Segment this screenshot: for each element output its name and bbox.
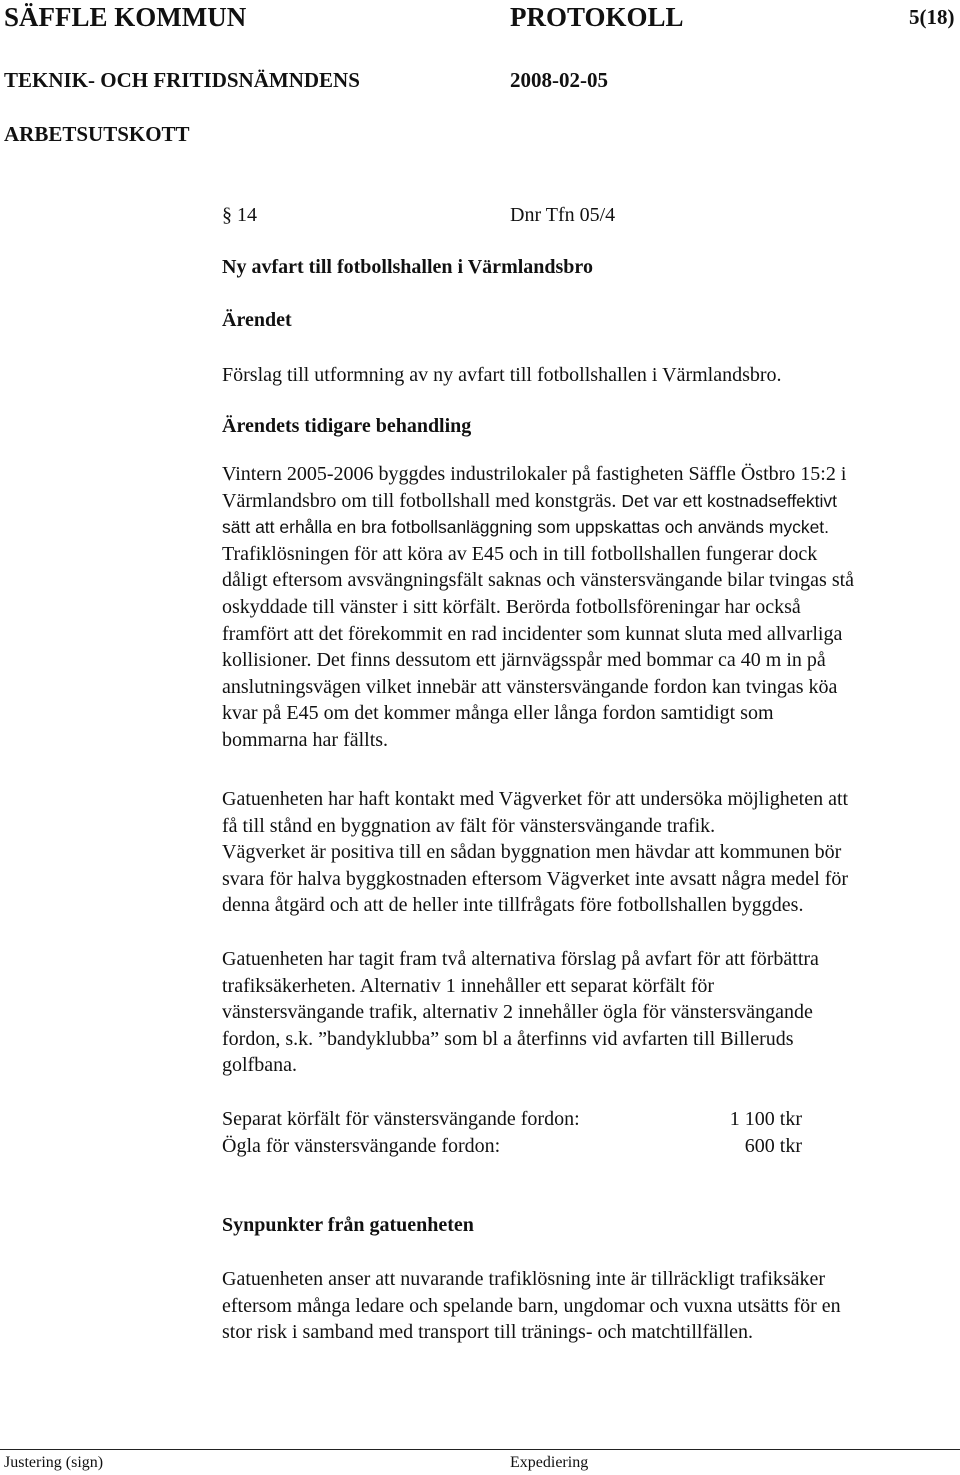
section-symbol: § [222, 204, 232, 226]
paragraph-line: framfört att det förekommit en rad incidenter som kunnat sluta med allvarliga [222, 622, 843, 645]
committee-name: TEKNIK- OCH FRITIDSNÄMNDENS [4, 68, 360, 92]
paragraph-line-part: oskyddade till vänster i sitt körfält. [222, 595, 501, 618]
paragraph-line-part: kollisioner. [222, 649, 312, 672]
footer-divider [0, 1449, 960, 1450]
paragraph-alternativ [222, 946, 957, 1079]
paragraph-vagverket [222, 786, 957, 919]
paragraph-line: dåligt eftersom avsvängningsfält saknas och vänstersvängande bilar tvingas stå [222, 569, 855, 592]
paragraph-line [222, 594, 957, 621]
paragraph-line-part: Värmlandsbro om till fotbollshall med konstgräs. [222, 489, 617, 512]
paragraph-line: golfbana. [222, 1054, 297, 1077]
paragraph-synpunkter [222, 1266, 957, 1346]
cost-value: 600 tkr [744, 1135, 802, 1157]
paragraph-line: vänstersvängande trafik, alternativ 2 innehåller ögla för vänstersvängande [222, 1001, 813, 1024]
meeting-date: 2008-02-05 [510, 68, 608, 92]
footer-expediering: Expediering [510, 1454, 589, 1471]
paragraph-line: stor risk i samband med transport till tränings- och matchtillfällen. [222, 1321, 753, 1344]
section-heading-tidigare: Ärendets tidigare behandling [222, 415, 472, 437]
paragraph-tidigare [222, 461, 957, 754]
paragraph-line: eftersom många ledare och spelande barn, ungdomar och vuxna utsätts för en [222, 1294, 841, 1317]
paragraph-line: få till stånd en byggnation av fält för vänstersvängande trafik. [222, 814, 716, 837]
paragraph-line: Gatuenheten anser att nuvarande trafiklösning inte är tillräckligt trafiksäker [222, 1268, 826, 1290]
cost-row [222, 1133, 802, 1160]
paragraph-line-sans: sätt att erhålla en bra fotbollsanläggning som uppskattas och används mycket. [222, 517, 830, 538]
paragraph-line: bommarna har fällts. [222, 728, 389, 751]
paragraph-line: anslutningsvägen vilket innebär att vänstersvängande fordon kan tvingas köa [222, 675, 838, 698]
paragraph-line [222, 647, 957, 674]
paragraph-line: Gatuenheten har haft kontakt med Vägverket för att undersöka möjligheten att [222, 788, 849, 810]
item-title: Ny avfart till fotbollshallen i Värmlandsbro [222, 256, 593, 278]
footer-justering: Justering (sign) [4, 1454, 104, 1471]
municipality-name: SÄFFLE KOMMUN [4, 2, 247, 32]
paragraph-line: svara för halva byggkostnaden eftersom Vägverket inte avsatt några medel för [222, 867, 849, 890]
paragraph-line: Vintern 2005-2006 byggdes industrilokaler på fastigheten Säffle Östbro 15:2 i [222, 463, 847, 485]
cost-label: Separat körfält för vänstersvängande fordon: [222, 1108, 580, 1130]
paragraph-line: Trafiklösningen för att köra av E45 och in till fotbollshallen fungerar dock [222, 542, 818, 565]
page-number: 5(18) [909, 5, 955, 29]
item-number-value: 14 [237, 204, 257, 226]
committee-subname: ARBETSUTSKOTT [4, 122, 190, 146]
paragraph-line: trafiksäkerheten. Alternativ 1 innehåller ett separat körfält för [222, 974, 715, 997]
paragraph-line-part: Berörda fotbollsföreningar har också [505, 595, 801, 618]
paragraph-line: denna åtgärd och att de heller inte tillfrågats före fotbollshallen byggdes. [222, 894, 804, 917]
paragraph-line-part: Det finns dessutom ett järnvägsspår med bommar ca 40 m in på [316, 649, 826, 672]
paragraph-line: fordon, s.k. ”bandyklubba” som bl a återfinns vid avfarten till Billeruds [222, 1027, 794, 1050]
section-heading-arendet: Ärendet [222, 309, 292, 331]
paragraph-line [222, 488, 957, 515]
cost-row [222, 1106, 802, 1133]
paragraph-line: Vägverket är positiva till en sådan byggnation men hävdar att kommunen bör [222, 841, 842, 864]
paragraph-line: Gatuenheten har tagit fram två alternativa förslag på avfart för att förbättra [222, 948, 819, 970]
item-number [222, 202, 257, 229]
document-type: PROTOKOLL [510, 2, 684, 32]
cost-value: 1 100 tkr [729, 1108, 802, 1130]
section-heading-synpunkter: Synpunkter från gatuenheten [222, 1214, 474, 1236]
diary-number: Dnr Tfn 05/4 [510, 204, 616, 226]
arendet-text: Förslag till utformning av ny avfart till fotbollshallen i Värmlandsbro. [222, 364, 782, 386]
paragraph-line: kvar på E45 om det kommer många eller långa fordon samtidigt som [222, 702, 774, 725]
cost-label: Ögla för vänstersvängande fordon: [222, 1135, 501, 1157]
paragraph-line-part-sans: Det var ett kostnadseffektivt [621, 490, 838, 511]
